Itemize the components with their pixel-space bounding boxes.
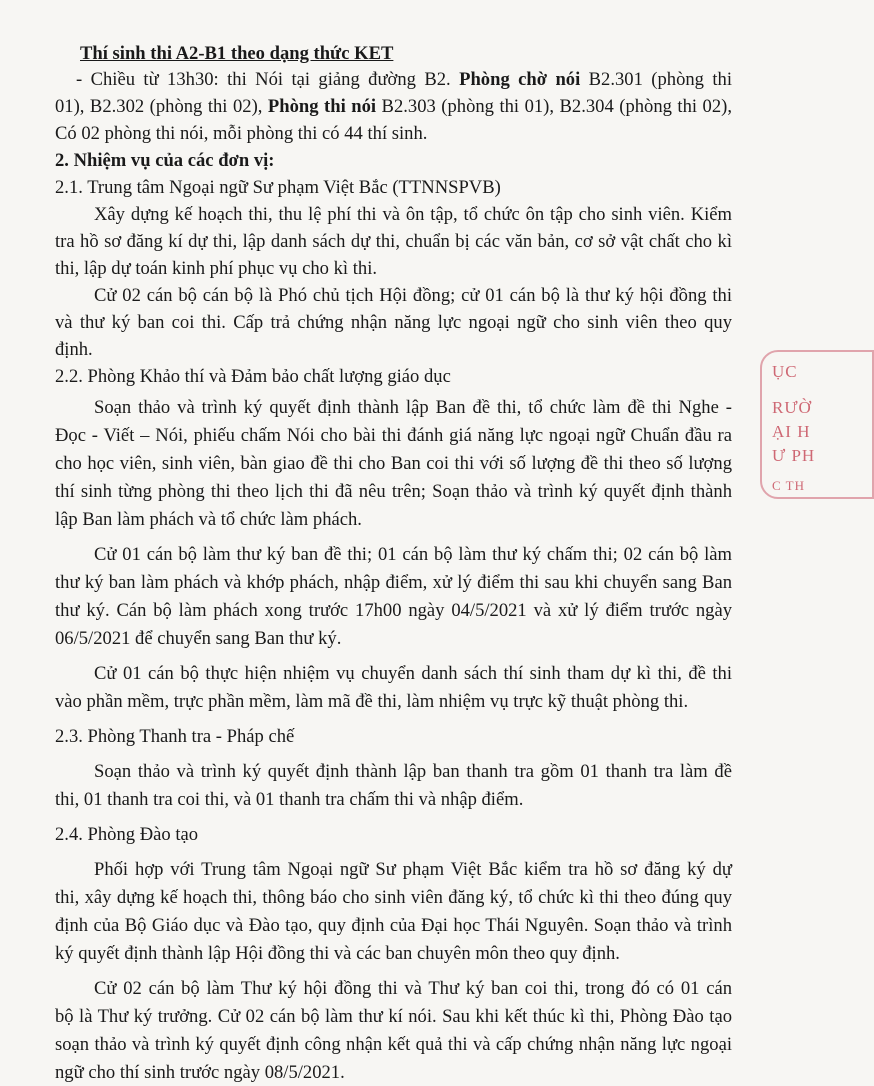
section-2-2-title: 2.2. Phòng Khảo thí và Đảm bảo chất lượng giáo dục [55, 366, 451, 387]
section-2-1-title: 2.1. Trung tâm Ngoại ngữ Sư phạm Việt Bắc (TTNNSPVB) [55, 177, 501, 198]
schedule-line-3: Có 02 phòng thi nói, mỗi phòng thi có 44 thí sinh. [55, 123, 428, 144]
paragraph-line: Xây dựng kế hoạch thi, thu lệ phí thi và ôn tập, tổ chức ôn tập cho sinh viên. Kiểm [94, 204, 732, 225]
paragraph-line: thi, xây dựng kế hoạch thi, thông báo cho sinh viên đăng ký, tổ chức kì thi theo đúng quy [55, 887, 732, 908]
paragraph-line: soạn thảo và trình ký quyết định công nhận kết quả thi và cấp chứng nhận năng lực ngoại [55, 1034, 732, 1055]
paragraph-line: ký quyết định thành lập Hội đồng thi và các ban chuyên môn theo quy định. [55, 943, 620, 964]
paragraph-line: định của Bộ Giáo dục và Đào tạo, quy định của Đại học Thái Nguyên. Soạn thảo và trình [55, 915, 732, 936]
paragraph-line: Soạn thảo và trình ký quyết định thành lập ban thanh tra gồm 01 thanh tra làm đề [94, 761, 732, 782]
heading-ket: Thí sinh thi A2-B1 theo dạng thức KET [80, 43, 394, 64]
paragraph-line: cho học viên, sinh viên, bàn giao đề thi cho Ban coi thi với số lượng đề thi theo số lượng [55, 453, 732, 474]
section-2-4-title: 2.4. Phòng Đào tạo [55, 824, 199, 845]
paragraph-line: bộ là Thư ký trưởng. Cử 02 cán bộ làm thư kí nói. Sau khi kết thúc kì thi, Phòng Đào tạo [55, 1006, 732, 1027]
paragraph-line: Cử 02 cán bộ cán bộ là Phó chủ tịch Hội đồng; cử 01 cán bộ là thư ký hội đồng thi [94, 285, 732, 306]
paragraph-line: thi, 01 thanh tra coi thi, và 01 thanh tra chấm thi và nhập điểm. [55, 789, 524, 810]
schedule-line-2: 01), B2.302 (phòng thi 02), Phòng thi nói B2.303 (phòng thi 01), B2.304 (phòng thi 02), [55, 96, 732, 117]
paragraph-line: tra hồ sơ đăng kí dự thi, lập danh sách dự thi, chuẩn bị các văn bản, cơ sở vật chất cho kì [55, 231, 732, 252]
section-2-title: 2. Nhiệm vụ của các đơn vị: [55, 150, 275, 171]
paragraph-line: lập Ban làm phách và tổ chức làm phách. [55, 509, 362, 530]
paragraph-line: và thư ký ban coi thi. Cấp trả chứng nhận năng lực ngoại ngữ cho sinh viên theo quy [55, 312, 732, 333]
paragraph-line: thí sinh từng phòng thi theo lịch thi đã nêu trên; Soạn thảo và trình ký quyết định thành [55, 481, 732, 502]
paragraph-line: vào phần mềm, trực phần mềm, làm mã đề thi, làm nhiệm vụ trực kỹ thuật phòng thi. [55, 691, 689, 712]
paragraph-line: Cử 02 cán bộ làm Thư ký hội đồng thi và Thư ký ban coi thi, trong đó có 01 cán [94, 978, 732, 999]
paragraph-line: 06/5/2021 để chuyển sang Ban thư ký. [55, 628, 342, 649]
paragraph-line: Phối hợp với Trung tâm Ngoại ngữ Sư phạm Việt Bắc kiểm tra hồ sơ đăng ký dự [94, 859, 732, 880]
paragraph-line: thư ký ban làm phách và khớp phách, nhập điểm, xử lý điểm thi sau khi chuyển sang Ban [55, 572, 732, 593]
red-stamp-fragment: ỤC RƯỜ ẠI H Ư PH C TH [752, 350, 812, 500]
paragraph-line: Cử 01 cán bộ thực hiện nhiệm vụ chuyển danh sách thí sinh tham dự kì thi, đề thi [94, 663, 732, 684]
schedule-line-1: - Chiều từ 13h30: thi Nói tại giảng đường B2. Phòng chờ nói B2.301 (phòng thi [76, 69, 733, 90]
paragraph-line: Cử 01 cán bộ làm thư ký ban đề thi; 01 cán bộ làm thư ký chấm thi; 02 cán bộ làm [94, 544, 732, 565]
paragraph-line: Soạn thảo và trình ký quyết định thành lập Ban đề thi, tổ chức làm đề thi Nghe - [94, 397, 732, 418]
paragraph-line: định. [55, 339, 93, 360]
paragraph-line: Đọc - Viết – Nói, phiếu chấm Nói cho bài thi đánh giá năng lực ngoại ngữ Chuẩn đầu ra [55, 425, 732, 446]
paragraph-line: thư ký. Cán bộ làm phách xong trước 17h00 ngày 04/5/2021 và xử lý điểm trước ngày [55, 600, 732, 621]
paragraph-line: thi, lập dự toán kinh phí phục vụ cho kì thi. [55, 258, 378, 279]
section-2-3-title: 2.3. Phòng Thanh tra - Pháp chế [55, 726, 295, 747]
paragraph-line: ngữ cho thí sinh trước ngày 08/5/2021. [55, 1062, 345, 1083]
